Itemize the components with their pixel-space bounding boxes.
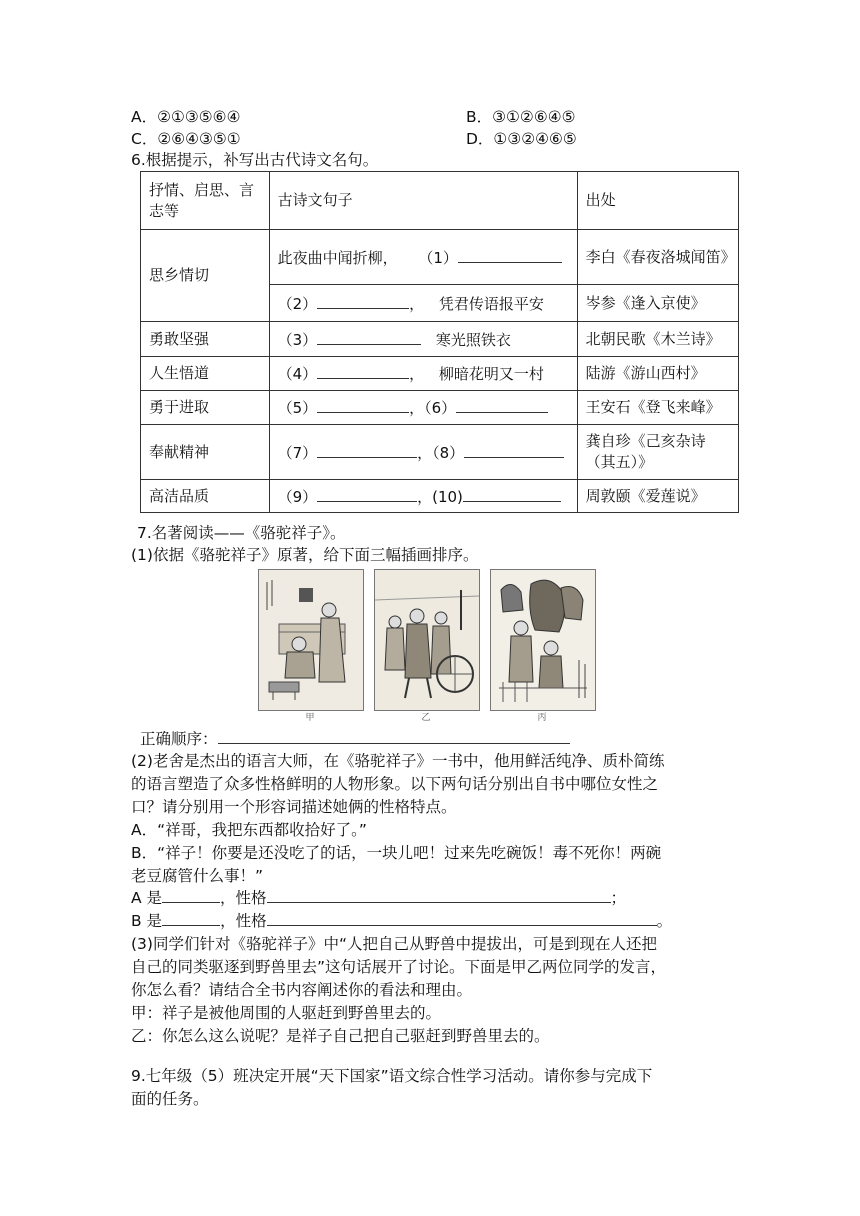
answer-b-end: 。 <box>656 912 673 930</box>
option-a: A．②①③⑤⑥④ <box>131 108 241 126</box>
answer-b-prefix: B 是 <box>131 912 163 930</box>
answer-a-line <box>131 886 626 909</box>
table-row <box>141 480 739 513</box>
q6-title: 6.根据提示，补写出古代诗文名句。 <box>131 151 379 169</box>
row-source: 陆游《游山西村》 <box>577 357 738 391</box>
q7-part3-line2: 自己的同类驱逐到野兽里去”这句话展开了讨论。下面是甲乙两位同学的发言， <box>131 958 667 976</box>
row-source: 北朝民歌《木兰诗》 <box>577 322 738 357</box>
option-d: D．①③②④⑥⑤ <box>466 130 577 148</box>
label-yi: 乙 <box>421 713 431 723</box>
row-theme: 奉献精神 <box>141 425 270 480</box>
student-jia-statement: 甲：祥子是被他周围的人驱赶到野兽里去的。 <box>131 1004 442 1022</box>
row-theme: 人生悟道 <box>141 357 270 391</box>
order-label: 正确顺序： <box>140 730 218 748</box>
row-theme: 勇敢坚强 <box>141 322 270 357</box>
header-theme: 抒情、启思、言志等 <box>141 172 270 230</box>
header-line: 古诗文句子 <box>269 172 577 230</box>
row-source: 岑参《逢入京使》 <box>577 285 738 322</box>
line-pre: 此夜曲中闻折柳， <box>277 248 398 267</box>
line-post: 凭君传语报平安 <box>438 294 544 313</box>
row-source: 王安石《登飞来峰》 <box>577 391 738 425</box>
line-mid: ，(10) <box>417 487 463 506</box>
line-mid: （1） <box>418 248 458 267</box>
table-row <box>141 230 739 285</box>
answer-a-trait-label: ，性格 <box>220 889 267 907</box>
line-post: 寒光照铁衣 <box>435 330 511 349</box>
q7-title: 7.名著阅读——《骆驼祥子》。 <box>137 524 346 542</box>
answer-blank[interactable] <box>317 328 421 345</box>
option-c: C．②⑥④③⑤① <box>131 130 241 148</box>
line-mid: ，（6） <box>409 399 457 417</box>
answer-blank[interactable] <box>317 362 409 379</box>
illustration-bing-drawing <box>491 570 595 710</box>
row-line <box>269 391 577 425</box>
line-post: 柳暗花明又一村 <box>438 365 544 383</box>
table-row <box>141 391 739 425</box>
answer-blank[interactable] <box>267 886 611 903</box>
q7-part2-line3: 口？请分别用一个形容词描述她俩的性格特点。 <box>131 798 457 816</box>
student-yi-statement: 乙：你怎么这么说呢？是祥子自己把自己驱赶到野兽里去的。 <box>131 1027 550 1045</box>
q7-part3-line1: (3)同学们针对《骆驼祥子》中“人把自己从野兽中提拔出，可是到现在人还把 <box>131 935 657 953</box>
row-line <box>269 425 577 480</box>
answer-blank[interactable] <box>464 441 564 458</box>
option-b: B．③①②⑥④⑤ <box>466 108 576 126</box>
row-line <box>269 285 577 322</box>
table-header-row <box>141 172 739 230</box>
answer-blank[interactable] <box>463 485 561 502</box>
line-pre: （9） <box>277 487 318 506</box>
illustration-jia-drawing <box>259 570 363 710</box>
answer-blank[interactable] <box>267 909 657 926</box>
line-mid: ， <box>409 365 425 383</box>
row-theme: 勇于进取 <box>141 391 270 425</box>
line-pre: （4） <box>277 365 318 383</box>
answer-b-trait-label: ，性格 <box>220 912 267 930</box>
answer-blank[interactable] <box>317 485 417 502</box>
illustrations <box>258 569 603 723</box>
row-line <box>269 322 577 357</box>
q7-part2-line1: (2)老舍是杰出的语言大师，在《骆驼祥子》一书中，他用鲜活纯净、质朴简练 <box>131 752 665 770</box>
row-line <box>269 480 577 513</box>
answer-blank[interactable] <box>317 292 409 309</box>
q7-part1: (1)依据《骆驼祥子》原著，给下面三幅插画排序。 <box>131 546 479 564</box>
answer-a-prefix: A 是 <box>131 889 163 907</box>
answer-blank[interactable] <box>317 441 417 458</box>
row-source: 李白《春夜洛城闻笛》 <box>577 230 738 285</box>
table-row <box>141 425 739 480</box>
row-theme: 思乡情切 <box>141 230 270 322</box>
line-pre: （3） <box>277 330 318 349</box>
q7-part2-line2: 的语言塑造了众多性格鲜明的人物形象。以下两句话分别出自书中哪位女性之 <box>131 775 659 793</box>
q9-line2: 面的任务。 <box>131 1090 209 1108</box>
order-blank[interactable] <box>218 727 570 744</box>
label-bing: 丙 <box>537 713 547 723</box>
quote-b-line1: B．“祥子！你要是还没吃了的话，一块儿吧！过来先吃碗饭！毒不死你！两碗 <box>131 844 662 862</box>
header-source: 出处 <box>577 172 738 230</box>
row-theme: 高洁品质 <box>141 480 270 513</box>
label-jia: 甲 <box>305 713 315 723</box>
answer-b-line <box>131 909 672 932</box>
answer-blank[interactable] <box>456 396 548 413</box>
row-source: 龚自珍《己亥杂诗（其五）》 <box>577 425 738 480</box>
answer-a-end: ； <box>610 889 627 907</box>
row-source: 周敦颐《爱莲说》 <box>577 480 738 513</box>
row-line <box>269 357 577 391</box>
line-pre: （7） <box>277 443 318 462</box>
line-pre: （5） <box>277 399 318 417</box>
row-line <box>269 230 577 285</box>
line-mid: ，（8） <box>417 443 465 462</box>
answer-blank[interactable] <box>317 396 409 413</box>
illustration-bing <box>490 569 596 711</box>
table-row <box>141 322 739 357</box>
quote-a: A．“祥哥，我把东西都收拾好了。” <box>131 821 367 839</box>
illustration-yi-drawing <box>375 570 479 710</box>
answer-blank[interactable] <box>162 886 220 903</box>
quote-b-line2: 老豆腐管什么事！” <box>131 867 264 885</box>
illustration-jia <box>258 569 364 711</box>
poem-table <box>140 171 739 513</box>
q7-part3-line3: 你怎么看？请结合全书内容阐述你的看法和理由。 <box>131 981 473 999</box>
q9-line1: 9.七年级（5）班决定开展“天下国家”语文综合性学习活动。请你参与完成下 <box>131 1067 653 1085</box>
line-pre: （2） <box>277 294 318 313</box>
illustration-yi <box>374 569 480 711</box>
answer-blank[interactable] <box>458 246 562 263</box>
line-mid: ， <box>409 294 425 313</box>
order-answer <box>140 727 570 750</box>
table-row <box>141 357 739 391</box>
answer-blank[interactable] <box>162 909 220 926</box>
